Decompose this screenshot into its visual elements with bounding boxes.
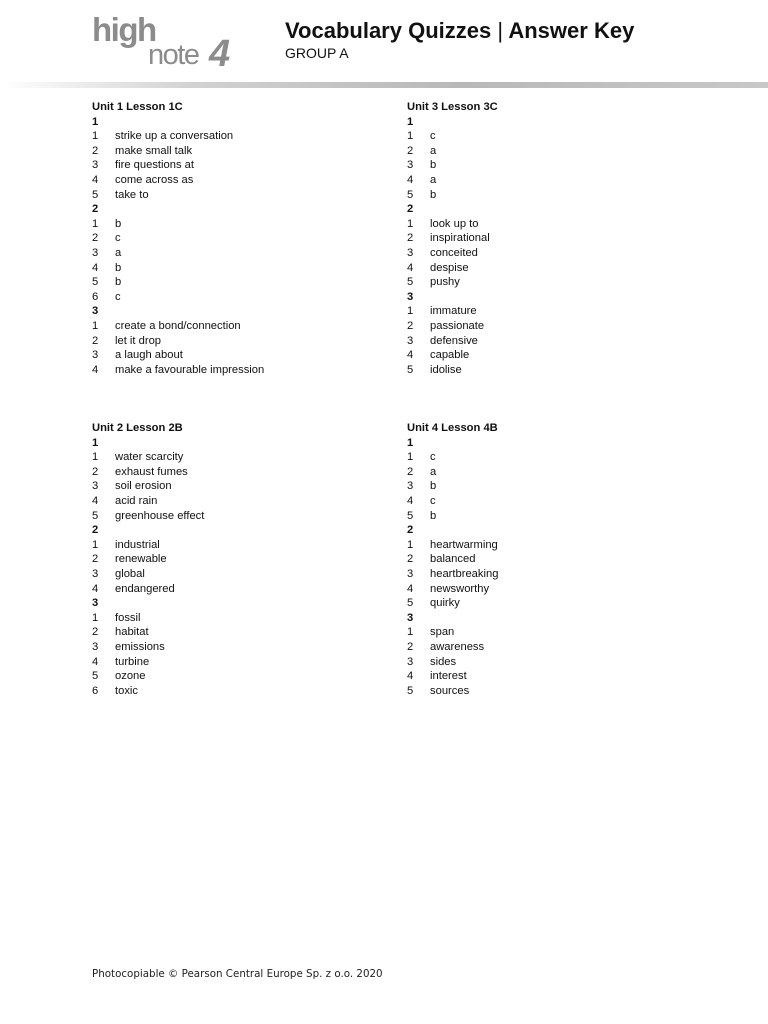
- answer-number: 3: [92, 567, 99, 580]
- answer-text: idolise: [430, 363, 462, 376]
- answer-row: [407, 188, 707, 203]
- answer-row: [407, 348, 707, 363]
- answer-number: 3: [407, 246, 414, 259]
- page-title: [285, 17, 634, 45]
- answer-text: a: [430, 465, 437, 478]
- answer-number: 1: [407, 626, 414, 639]
- answer-text: pushy: [430, 276, 460, 289]
- answer-text: capable: [430, 349, 470, 362]
- answer-number: 3: [92, 246, 99, 259]
- logo-high-text: high: [92, 11, 156, 48]
- answer-row: [92, 538, 392, 553]
- answer-text: create a bond/connection: [115, 319, 241, 332]
- answer-text: emissions: [115, 640, 165, 653]
- answer-text: habitat: [115, 626, 149, 639]
- answer-row: [92, 567, 392, 582]
- answer-row: [92, 261, 392, 276]
- answer-row: [407, 509, 707, 524]
- answer-row: [407, 319, 707, 334]
- exercise-number: 3: [92, 305, 99, 318]
- answer-number: 4: [92, 363, 99, 376]
- answer-text: sides: [430, 655, 457, 668]
- exercise-number: 3: [407, 611, 414, 624]
- answer-text: b: [430, 509, 437, 522]
- answer-row: [92, 231, 392, 246]
- answer-number: 1: [92, 319, 99, 332]
- answer-row: [92, 582, 392, 597]
- answer-number: 5: [407, 188, 414, 201]
- answer-row: [407, 158, 707, 173]
- answer-text: passionate: [430, 319, 485, 332]
- answer-text: balanced: [430, 553, 476, 566]
- title-main: Vocabulary Quizzes: [285, 18, 492, 43]
- answer-row: [407, 625, 707, 640]
- answer-row: [92, 319, 392, 334]
- answer-number: 3: [92, 349, 99, 362]
- answer-text: c: [430, 494, 436, 507]
- answer-row: [92, 144, 392, 159]
- answer-text: renewable: [115, 553, 167, 566]
- answer-row: [407, 582, 707, 597]
- logo-note-text: note: [148, 39, 199, 71]
- answer-row: [407, 567, 707, 582]
- answer-row: [92, 684, 392, 699]
- answer-text: make small talk: [115, 144, 193, 157]
- answer-number: 4: [407, 261, 414, 274]
- answer-row: [407, 246, 707, 261]
- section-unit-2: [92, 421, 392, 698]
- exercise-number: 1: [92, 436, 99, 449]
- answer-number: 2: [92, 465, 99, 478]
- section-unit-4: [407, 421, 707, 698]
- answer-text: acid rain: [115, 494, 158, 507]
- answer-number: 5: [407, 509, 414, 522]
- answer-number: 4: [92, 582, 99, 595]
- answer-text: greenhouse effect: [115, 509, 205, 522]
- answer-number: 1: [92, 217, 99, 230]
- answer-text: defensive: [430, 334, 478, 347]
- answer-number: 2: [92, 626, 99, 639]
- answer-row: [407, 275, 707, 290]
- exercise-number: 2: [92, 524, 99, 537]
- answer-number: 1: [407, 538, 414, 551]
- answer-text: take to: [115, 188, 149, 201]
- answer-row: [407, 144, 707, 159]
- answer-number: 2: [407, 465, 414, 478]
- answer-row: [407, 363, 707, 378]
- exercise-number: 2: [92, 203, 99, 216]
- answer-text: fossil: [115, 611, 141, 624]
- answer-row: [407, 304, 707, 319]
- answer-row: [407, 450, 707, 465]
- answer-text: sources: [430, 684, 470, 697]
- answer-number: 4: [407, 173, 414, 186]
- answer-row: [407, 231, 707, 246]
- answer-text: c: [430, 451, 436, 464]
- answer-row: [92, 290, 392, 305]
- section-title: Unit 3 Lesson 3C: [407, 101, 498, 113]
- title-separator: |: [497, 18, 504, 43]
- answer-text: heartwarming: [430, 538, 498, 551]
- answer-row: [407, 538, 707, 553]
- answer-number: 3: [407, 655, 414, 668]
- answer-text: b: [430, 159, 437, 172]
- logo-number: 4: [209, 33, 231, 75]
- answer-number: 1: [92, 611, 99, 624]
- answer-row: [92, 217, 392, 232]
- answer-row: [92, 334, 392, 349]
- answer-row: [92, 348, 392, 363]
- answer-text: fire questions at: [115, 159, 194, 172]
- answer-number: 4: [92, 261, 99, 274]
- high-note-4-logo: [92, 12, 242, 74]
- exercise-number: 2: [407, 524, 414, 537]
- answer-row: [92, 494, 392, 509]
- answer-row: [407, 655, 707, 670]
- group-label: GROUP A: [285, 45, 349, 61]
- answer-text: c: [430, 130, 436, 143]
- answer-number: 2: [92, 144, 99, 157]
- answer-number: 1: [407, 130, 414, 143]
- answer-text: b: [430, 188, 437, 201]
- answer-row: [407, 479, 707, 494]
- answer-row: [92, 655, 392, 670]
- answer-row: [407, 261, 707, 276]
- section-title: Unit 2 Lesson 2B: [92, 422, 183, 434]
- answer-row: [92, 129, 392, 144]
- answer-number: 2: [92, 334, 99, 347]
- answer-text: a: [430, 144, 437, 157]
- answer-row: [92, 275, 392, 290]
- answer-text: turbine: [115, 655, 150, 668]
- answer-row: [407, 494, 707, 509]
- footer-copyright: Photocopiable © Pearson Central Europe Sp. z o.o. 2020: [92, 968, 383, 980]
- answer-row: [92, 158, 392, 173]
- exercise-number: 3: [92, 597, 99, 610]
- section-unit-3: [407, 100, 707, 377]
- answer-text: look up to: [430, 217, 479, 230]
- answer-text: heartbreaking: [430, 567, 499, 580]
- answer-text: b: [115, 217, 122, 230]
- answer-number: 2: [92, 232, 99, 245]
- exercise-number: 3: [407, 290, 414, 303]
- answer-number: 3: [92, 480, 99, 493]
- answer-text: soil erosion: [115, 480, 172, 493]
- answer-row: [407, 596, 707, 611]
- answer-text: c: [115, 232, 121, 245]
- answer-number: 3: [92, 159, 99, 172]
- answer-number: 4: [407, 582, 414, 595]
- answer-text: immature: [430, 305, 477, 318]
- answer-number: 3: [407, 334, 414, 347]
- exercise-number: 1: [407, 115, 414, 128]
- answer-row: [407, 684, 707, 699]
- answer-number: 2: [407, 553, 414, 566]
- answer-number: 1: [92, 130, 99, 143]
- answer-number: 1: [407, 451, 414, 464]
- answer-text: awareness: [430, 640, 485, 653]
- answer-row: [407, 465, 707, 480]
- answer-number: 4: [407, 670, 414, 683]
- answer-number: 1: [407, 305, 414, 318]
- answer-text: endangered: [115, 582, 175, 595]
- section-title: Unit 1 Lesson 1C: [92, 101, 183, 113]
- answer-row: [92, 450, 392, 465]
- answer-number: 5: [407, 684, 414, 697]
- answer-row: [92, 479, 392, 494]
- answer-row: [407, 640, 707, 655]
- answer-text: global: [115, 567, 145, 580]
- answer-row: [92, 625, 392, 640]
- answer-text: come across as: [115, 173, 194, 186]
- answer-number: 3: [407, 159, 414, 172]
- answer-number: 1: [92, 451, 99, 464]
- answer-number: 1: [407, 217, 414, 230]
- answer-text: a laugh about: [115, 349, 183, 362]
- answer-row: [92, 363, 392, 378]
- answer-text: span: [430, 626, 455, 639]
- answer-text: b: [115, 276, 122, 289]
- answer-row: [407, 552, 707, 567]
- answer-number: 5: [407, 276, 414, 289]
- answer-number: 3: [92, 640, 99, 653]
- answer-number: 5: [92, 188, 99, 201]
- answer-number: 2: [407, 319, 414, 332]
- answer-number: 5: [92, 670, 99, 683]
- answer-row: [92, 173, 392, 188]
- title-answer-key: Answer Key: [508, 18, 635, 43]
- answer-text: b: [115, 261, 122, 274]
- answer-text: let it drop: [115, 334, 162, 347]
- answer-number: 4: [407, 349, 414, 362]
- section-unit-1: [92, 100, 392, 377]
- answer-number: 5: [92, 276, 99, 289]
- answer-row: [407, 129, 707, 144]
- answer-row: [92, 552, 392, 567]
- answer-row: [407, 217, 707, 232]
- section-title: Unit 4 Lesson 4B: [407, 422, 498, 434]
- answer-number: 6: [92, 684, 99, 697]
- answer-text: conceited: [430, 246, 478, 259]
- answer-row: [92, 669, 392, 684]
- answer-row: [92, 188, 392, 203]
- answer-row: [92, 611, 392, 626]
- header-divider: [0, 82, 768, 88]
- answer-number: 5: [92, 509, 99, 522]
- answer-text: c: [115, 290, 121, 303]
- answer-text: interest: [430, 670, 467, 683]
- answer-text: inspirational: [430, 232, 490, 245]
- answer-number: 3: [407, 480, 414, 493]
- answer-number: 2: [407, 144, 414, 157]
- answer-text: b: [430, 480, 437, 493]
- answer-row: [407, 334, 707, 349]
- answer-row: [92, 640, 392, 655]
- answer-text: exhaust fumes: [115, 465, 188, 478]
- answer-text: water scarcity: [115, 451, 184, 464]
- answer-number: 5: [407, 363, 414, 376]
- answer-number: 4: [92, 655, 99, 668]
- answer-row: [407, 173, 707, 188]
- exercise-number: 1: [92, 115, 99, 128]
- answer-text: despise: [430, 261, 469, 274]
- answer-text: toxic: [115, 684, 139, 697]
- answer-text: newsworthy: [430, 582, 490, 595]
- answer-number: 5: [407, 597, 414, 610]
- answer-number: 4: [407, 494, 414, 507]
- answer-number: 4: [92, 173, 99, 186]
- answer-number: 1: [92, 538, 99, 551]
- answer-number: 6: [92, 290, 99, 303]
- answer-row: [92, 509, 392, 524]
- answer-row: [92, 246, 392, 261]
- answer-number: 2: [92, 553, 99, 566]
- answer-number: 2: [407, 232, 414, 245]
- answer-text: make a favourable impression: [115, 363, 265, 376]
- answer-row: [407, 669, 707, 684]
- exercise-number: 1: [407, 436, 414, 449]
- answer-text: a: [430, 173, 437, 186]
- answer-text: a: [115, 246, 122, 259]
- answer-text: industrial: [115, 538, 160, 551]
- page-header: [0, 0, 768, 84]
- answer-text: ozone: [115, 670, 146, 683]
- exercise-number: 2: [407, 203, 414, 216]
- answer-number: 2: [407, 640, 414, 653]
- answer-number: 4: [92, 494, 99, 507]
- answer-row: [92, 465, 392, 480]
- answer-text: strike up a conversation: [115, 130, 234, 143]
- answer-number: 3: [407, 567, 414, 580]
- answer-text: quirky: [430, 597, 460, 610]
